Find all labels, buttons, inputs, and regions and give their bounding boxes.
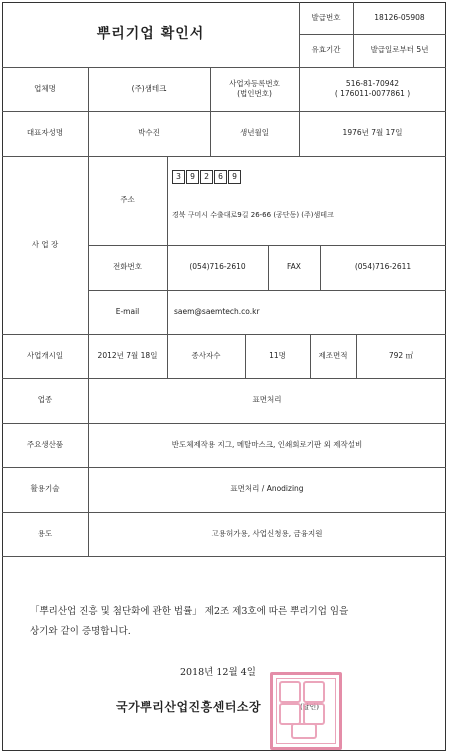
business-number-label-line2: (법인번호) bbox=[237, 89, 272, 98]
address-label: 주소 bbox=[120, 195, 135, 205]
business-number-value bbox=[299, 67, 446, 111]
site-label: 사 업 장 bbox=[31, 239, 59, 249]
phone-value: (054)716-2610 bbox=[189, 262, 246, 272]
employees-value: 11명 bbox=[269, 350, 286, 360]
certification-statement-line1: 「뿌리산업 진흥 및 첨단화에 관한 법률」 제2조 제3호에 따른 뿌리기업 임을 bbox=[30, 606, 349, 617]
manufacturing-area-label: 제조면적 bbox=[318, 350, 348, 360]
postal-code bbox=[172, 170, 242, 184]
issue-date: 2018년 12월 4일 bbox=[180, 667, 256, 678]
business-start-value: 2012년 7월 18일 bbox=[97, 350, 158, 360]
applied-technology-label: 활용기술 bbox=[30, 484, 60, 494]
business-number-label bbox=[210, 67, 299, 111]
document-title: 뿌리기업 확인서 bbox=[96, 26, 205, 43]
manufacturing-area-value: 792 ㎡ bbox=[388, 350, 414, 360]
employees-label: 종사자수 bbox=[191, 350, 221, 360]
business-start-label: 사업개시일 bbox=[26, 350, 64, 360]
business-number-label-line1: 사업자등록번호 bbox=[229, 78, 280, 88]
email-value: saem@saemtech.co.kr bbox=[174, 306, 260, 316]
divider-line bbox=[2, 556, 446, 557]
email-label: E-mail bbox=[115, 306, 140, 316]
usage-value: 고용허가용, 사업신청용, 금융지원 bbox=[211, 528, 323, 538]
postal-digit: 6 bbox=[214, 170, 227, 184]
issue-number-label: 발급번호 bbox=[311, 12, 341, 22]
business-registration-number: 516-81-70942 bbox=[345, 78, 400, 88]
applied-technology-value: 표면처리 / Anodizing bbox=[230, 484, 304, 494]
fax-value: (054)716-2611 bbox=[354, 262, 412, 272]
address-value: 경북 구미시 수출대로9길 26-66 (공단동) (주)샘테크 bbox=[172, 211, 334, 220]
main-products-label: 주요생산품 bbox=[26, 439, 64, 449]
official-seal-stamp bbox=[270, 672, 342, 750]
representative-label: 대표자성명 bbox=[26, 128, 64, 138]
postal-digit: 2 bbox=[200, 170, 213, 184]
postal-digit: 3 bbox=[172, 170, 185, 184]
corporate-registration-number: ( 176011-0077861 ) bbox=[334, 89, 411, 98]
certification-statement-line2: 상기와 같이 증명합니다. bbox=[30, 626, 131, 637]
birth-date-value: 1976년 7월 17일 bbox=[342, 128, 403, 138]
issuer-name: 국가뿌리산업진흥센터소장 bbox=[116, 700, 262, 714]
usage-label: 용도 bbox=[37, 528, 53, 538]
industry-value: 표면처리 bbox=[252, 395, 282, 405]
issue-number-value: 18126-05908 bbox=[374, 12, 425, 22]
main-products-value: 반도체제작용 지그, 메탈마스크, 인쇄회로기판 외 제작설비 bbox=[171, 439, 363, 449]
validity-value: 발급일로부터 5년 bbox=[370, 45, 429, 55]
company-name-value: (주)샘테크 bbox=[131, 83, 167, 93]
representative-name: 박수진 bbox=[138, 128, 160, 138]
phone-label: 전화번호 bbox=[113, 262, 142, 272]
seal-mark-label: (날인) bbox=[300, 703, 319, 711]
company-name-label: 업체명 bbox=[34, 83, 56, 93]
postal-digit: 9 bbox=[228, 170, 241, 184]
fax-label: FAX bbox=[287, 262, 301, 272]
industry-label: 업종 bbox=[37, 395, 53, 405]
birth-date-label: 생년월일 bbox=[240, 128, 269, 138]
validity-label: 유효기간 bbox=[311, 45, 341, 55]
postal-digit: 9 bbox=[186, 170, 199, 184]
